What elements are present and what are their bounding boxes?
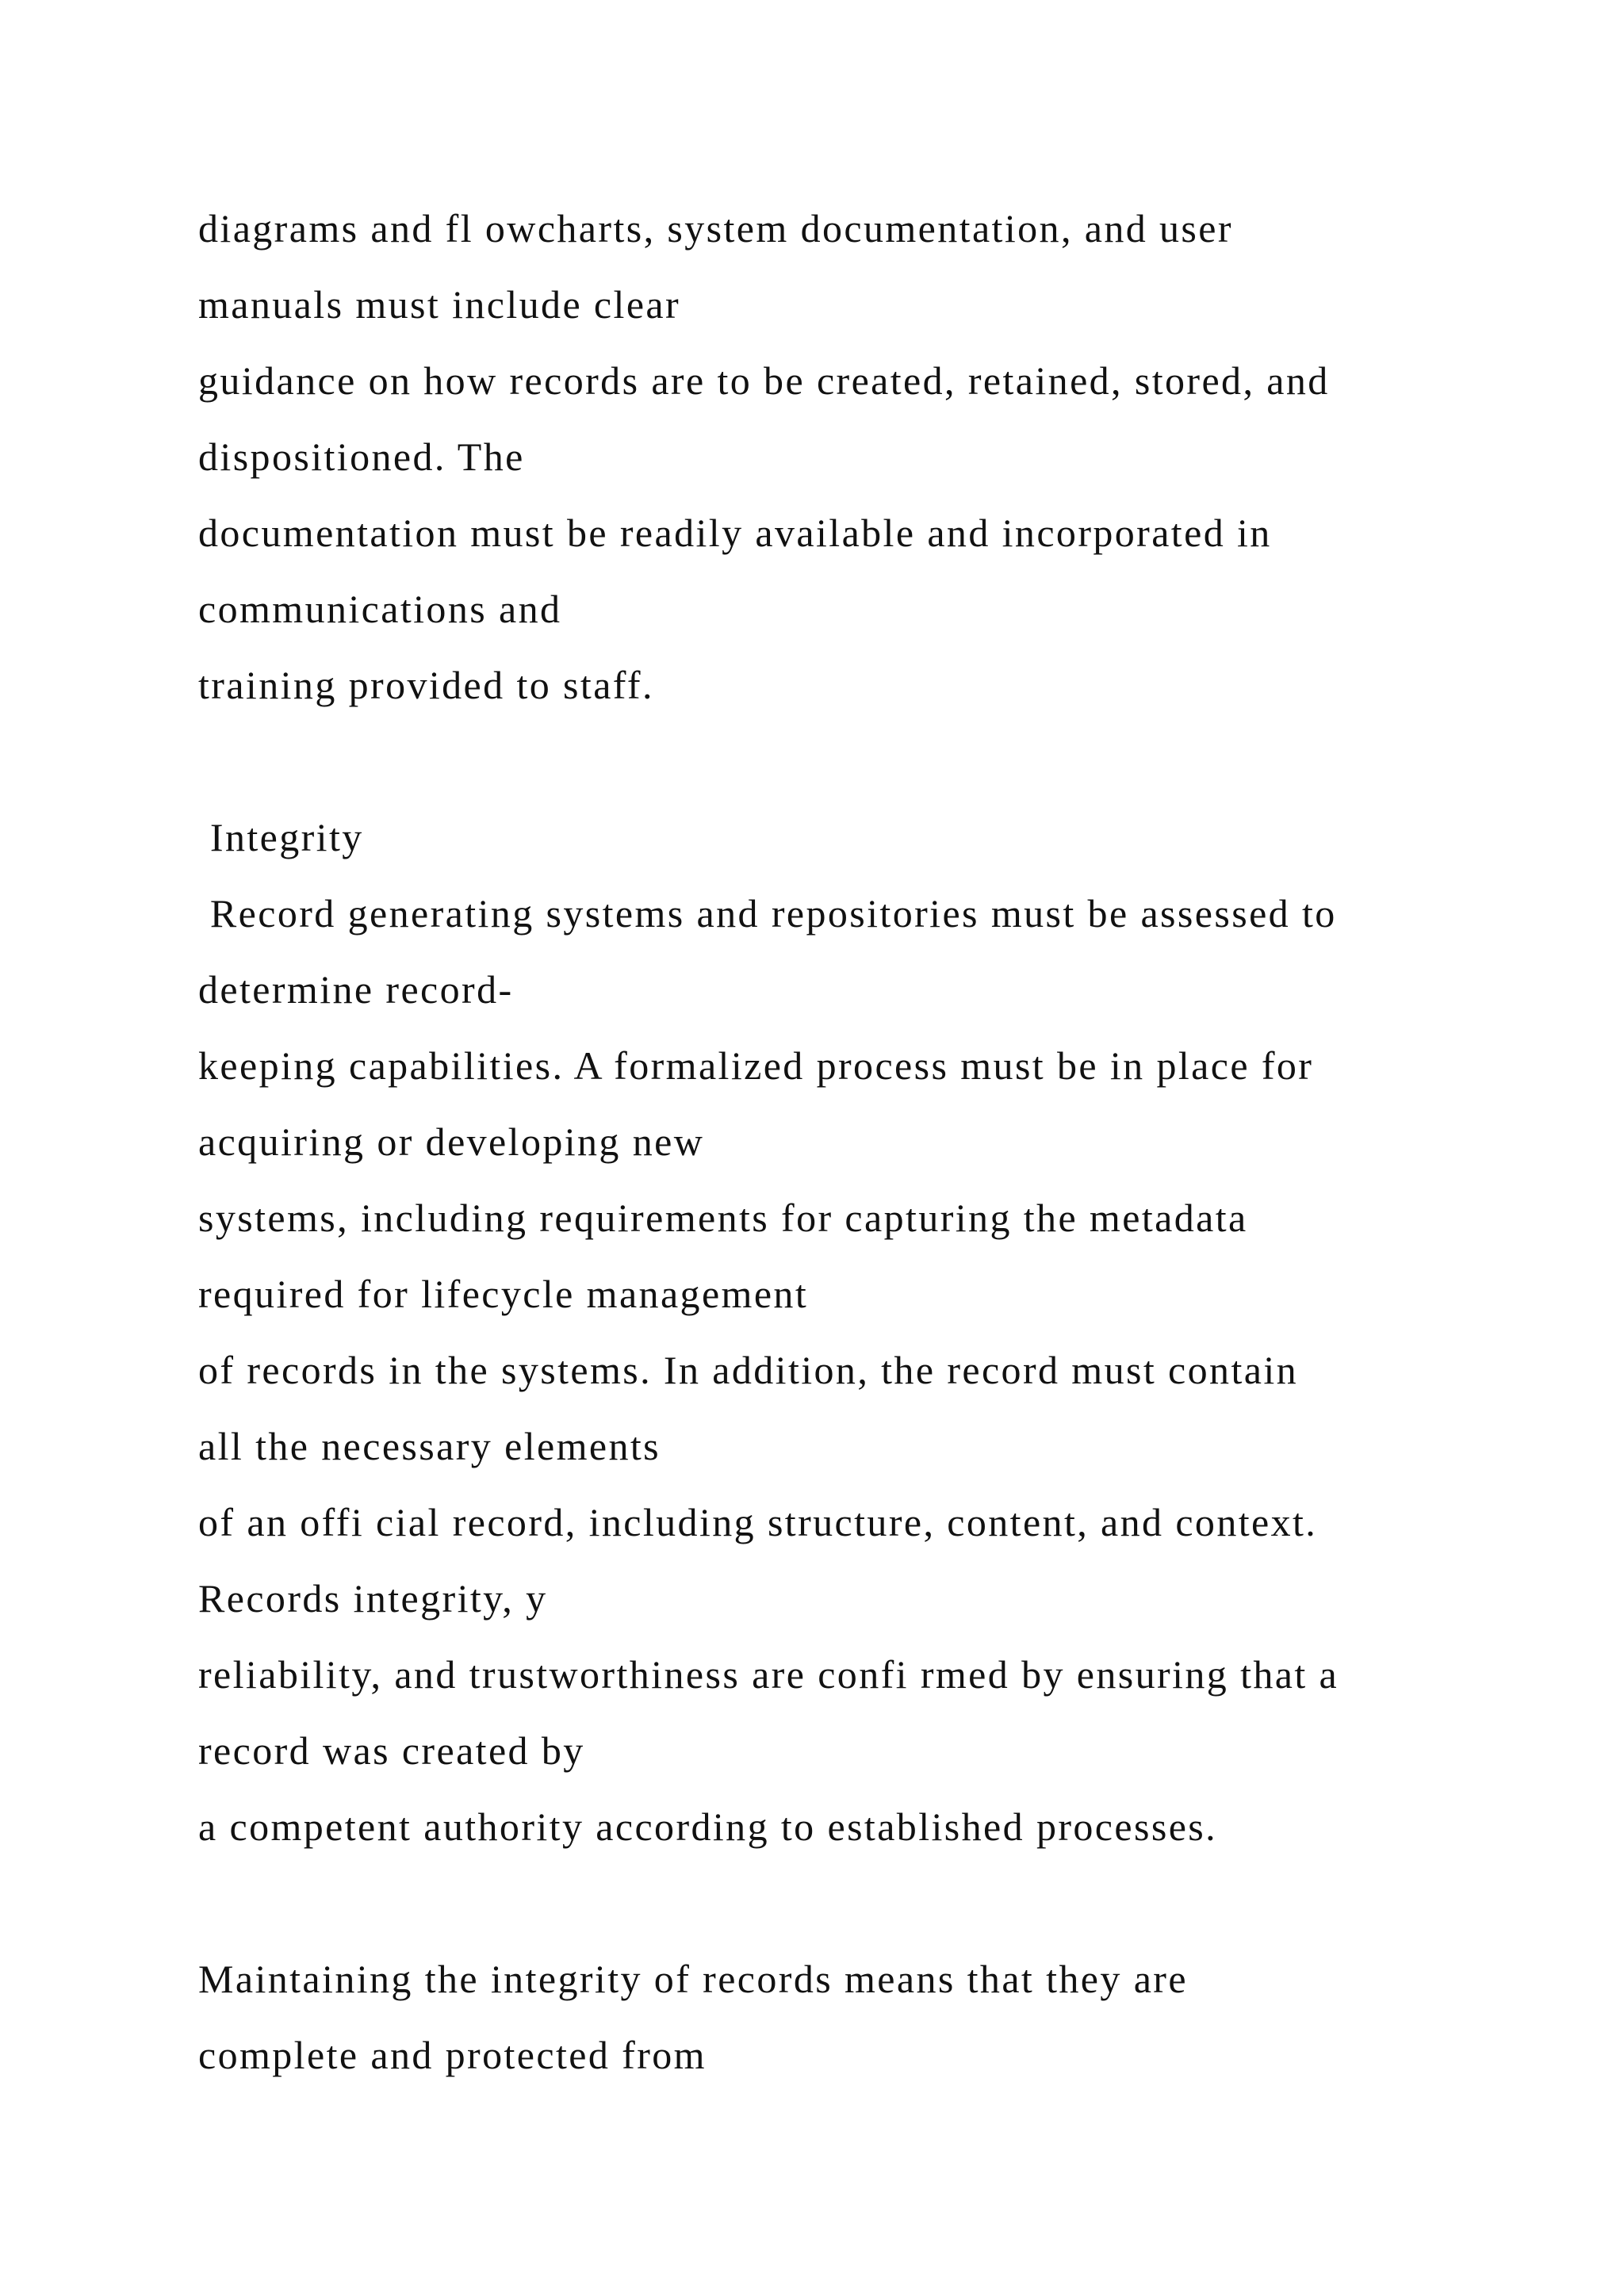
blank-line <box>198 723 1546 799</box>
document-body <box>198 190 1546 2093</box>
section-heading-integrity: Integrity <box>198 815 364 859</box>
text-line: documentation must be readily available and incorporated in <box>198 511 1272 555</box>
text-line: guidance on how records are to be created, retained, stored, and <box>198 358 1330 403</box>
text-line: Record generating systems and repositories must be assessed to <box>198 891 1337 936</box>
text-line: of records in the systems. In addition, the record must contain <box>198 1348 1299 1392</box>
text-line: reliability, and trustworthiness are confi rmed by ensuring that a <box>198 1652 1339 1697</box>
text-line: of an offi cial record, including structure, content, and context. <box>198 1500 1318 1544</box>
text-line: all the necessary elements <box>198 1424 661 1468</box>
text-line: Maintaining the integrity of records means that they are <box>198 1957 1188 2001</box>
blank-line <box>198 1865 1546 1941</box>
text-line: keeping capabilities. A formalized process must be in place for <box>198 1043 1314 1088</box>
text-line: a competent authority according to established processes. <box>198 1804 1218 1849</box>
text-line: communications and <box>198 587 562 631</box>
text-line: systems, including requirements for capturing the metadata <box>198 1196 1248 1240</box>
text-line: required for lifecycle management <box>198 1272 809 1316</box>
text-line: record was created by <box>198 1728 585 1773</box>
text-line: manuals must include clear <box>198 282 681 327</box>
text-line: acquiring or developing new <box>198 1119 705 1164</box>
text-line: complete and protected from <box>198 2033 707 2077</box>
text-line: dispositioned. The <box>198 434 525 479</box>
text-line: diagrams and fl owcharts, system documentation, and user <box>198 206 1233 251</box>
text-line: Records integrity, y <box>198 1576 548 1621</box>
text-line: training provided to staff. <box>198 663 654 707</box>
text-line: determine record- <box>198 967 514 1012</box>
